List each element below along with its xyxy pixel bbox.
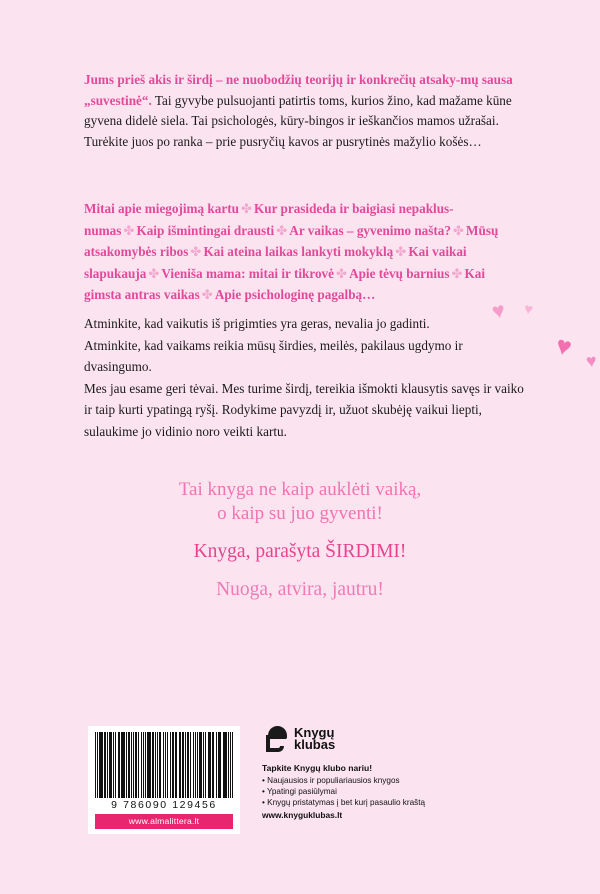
intro-rest: Tai gyvybe pulsuojanti patirtis toms, kurios žino, kad mažame kūne gyvena didelė siela. Tai psichologės, kūry-bingos ir ieškančios mamos užrašai. Turėkite juos po ranka – prie pusryčių kavos ar pusrytinės mažylio košės…	[84, 92, 512, 149]
body-paragraph: Atminkite, kad vaikams reikia mūsų širdies, meilės, pakilaus ugdymo ir dvasingumo.	[84, 337, 463, 374]
book-club-block	[262, 722, 522, 820]
topic-item: Mūsų atsakomybės ribos	[84, 222, 499, 259]
barcode	[88, 726, 240, 834]
club-benefit-item: • Knygų pristatymas į bet kurį pasaulio kraštą	[262, 797, 522, 808]
logo-mark-icon	[266, 726, 288, 752]
club-benefits-list	[262, 775, 522, 808]
topic-separator-icon: ✤	[452, 222, 465, 238]
slogan-line-3: Knyga, parašyta ŠIRDIMI!	[193, 541, 407, 562]
body-copy	[84, 313, 524, 442]
topic-item: Ar vaikas – gyvenimo našta?	[289, 222, 451, 238]
heart-icon: ♥	[489, 296, 508, 325]
topic-item: Mitai apie miegojimą kartu	[84, 201, 239, 216]
topic-separator-icon: ✤	[123, 222, 135, 238]
topic-item: Apie tėvų barnius	[349, 265, 450, 281]
topic-separator-icon: ✤	[395, 244, 407, 259]
topic-item: Kai vaikai slapukauja	[84, 244, 467, 281]
heart-icon: ♥	[552, 330, 575, 363]
logo-word-2: klubas	[294, 737, 336, 752]
slogan-line-1: Tai knyga ne kaip auklėti vaiką,	[178, 479, 422, 500]
club-benefit-item: • Ypatingi pasiūlymai	[262, 786, 522, 797]
slogan-line-2: o kaip su juo gyventi!	[217, 503, 383, 524]
logo-word-1: Knygų	[294, 725, 335, 740]
club-website: www.knyguklubas.lt	[262, 810, 343, 820]
club-benefit-item: • Naujausios ir populiariausios knygos	[262, 775, 522, 786]
topics-list	[84, 198, 520, 306]
intro-paragraph	[84, 70, 520, 152]
barcode-digits: 9 786090 129456	[111, 799, 217, 811]
topic-separator-icon: ✤	[451, 265, 463, 281]
slogan-line-4: Nuoga, atvira, jautru!	[216, 579, 384, 600]
topic-separator-icon: ✤	[336, 265, 348, 281]
barcode-bars	[95, 732, 233, 798]
publisher-url: www.almalittera.lt	[95, 814, 233, 829]
topic-item: Kai ateina laikas lankyti mokyklą	[203, 244, 394, 259]
topic-item: Kaip išmintingai drausti	[136, 222, 275, 238]
topic-separator-icon: ✤	[240, 201, 252, 216]
topic-separator-icon: ✤	[190, 244, 202, 259]
club-heading: Tapkite Knygų klubo nariu!	[262, 763, 373, 773]
topic-item: Kur prasideda ir baigiasi nepaklus-numas	[84, 201, 454, 238]
intro-lead: Jums prieš akis ir širdį – ne nuobodžių teorijų ir konkrečių atsaky-mų sausa „suvestinė“.	[84, 72, 513, 108]
topic-item: Vieniša mama: mitai ir tikrovė	[161, 265, 335, 281]
body-paragraph: Atminkite, kad vaikutis iš prigimties yra geras, nevalia jo gadinti.	[84, 316, 430, 331]
heart-icon: ♥	[584, 350, 598, 372]
logo-wordmark	[294, 727, 335, 751]
slogan-block	[0, 478, 600, 603]
topic-separator-icon: ✤	[148, 265, 160, 281]
topic-item: Apie psichologinę pagalbą…	[214, 287, 376, 302]
knygu-klubas-logo	[266, 722, 522, 756]
topic-item: Kai gimsta antras vaikas	[84, 265, 486, 302]
body-paragraph: Mes jau esame geri tėvai. Mes turime širdį, tereikia išmokti klausytis savęs ir vaiko ir taip kurti ypatingą ryšį. Rodykime pavyzdį ir, užuot skubėję vaikui liepti, sulaukime jo vidinio noro veikti kartu.	[84, 380, 524, 439]
heart-icon: ♥	[522, 301, 535, 319]
topic-separator-icon: ✤	[201, 287, 213, 302]
topic-separator-icon: ✤	[276, 222, 288, 238]
